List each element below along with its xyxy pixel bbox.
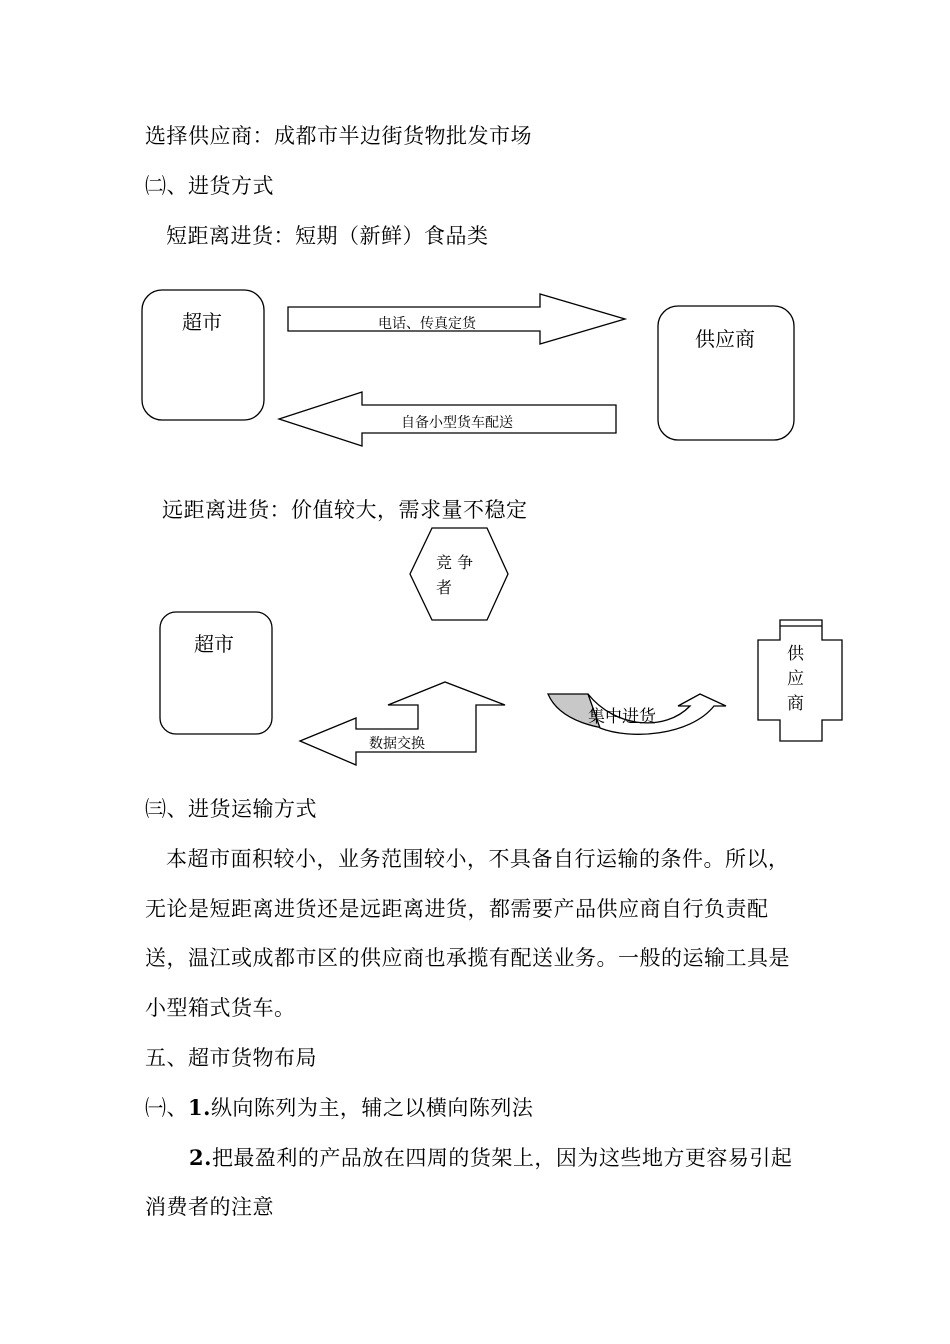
supplier-char-3: 商 [787,694,804,714]
competitor-label-line2: 者 [436,578,453,597]
supplier-char-2: 应 [787,669,804,689]
supplier-label: 供应商 [695,327,755,351]
paragraph-line-2: 无论是短距离进货还是远距离进货，都需要产品供应商自行负责配 [145,897,769,921]
data-exchange-arrow [300,682,505,765]
paragraph-line-1: 本超市面积较小，业务范围较小，不具备自行运输的条件。所以， [166,847,790,871]
paragraph-line-4: 小型箱式货车。 [145,996,296,1020]
supermarket-label-2: 超市 [194,632,234,656]
layout-item-1-text: 纵向陈列为主，辅之以横向陈列法 [210,1096,534,1120]
layout-item-1 [145,1094,533,1122]
supermarket-label: 超市 [182,310,222,334]
delivery-arrow-label: 自备小型货车配送 [401,415,513,431]
layout-item-2-text: 把最盈利的产品放在四周的货架上，因为这些地方更容易引起 [211,1146,793,1170]
layout-item-1-prefix: ㈠、 [145,1096,188,1120]
supplier-choice-line: 选择供应商：成都市半边街货物批发市场 [145,124,532,148]
layout-item-1-number: 1. [188,1095,211,1120]
section-purchase-method: ㈡、进货方式 [145,174,274,198]
layout-item-2-number: 2. [189,1145,212,1170]
data-exchange-label: 数据交换 [369,736,425,752]
section-layout-heading: 五、超市货物布局 [145,1046,317,1070]
short-distance-line: 短距离进货：短期（新鲜）食品类 [166,224,489,248]
competitor-label-line1: 竞 争 [436,553,474,572]
competitor-hexagon [410,528,508,620]
central-purchase-label: 集中进货 [588,707,656,727]
long-distance-line: 远距离进货：价值较大，需求量不稳定 [162,498,528,522]
layout-item-2-continued: 消费者的注意 [145,1195,274,1219]
layout-item-2 [189,1144,792,1172]
paragraph-line-3: 送，温江或成都市区的供应商也承揽有配送业务。一般的运输工具是 [145,946,790,970]
supplier-char-1: 供 [787,644,804,664]
order-arrow-label: 电话、传真定货 [378,316,476,332]
supermarket-box-2 [160,612,272,734]
section-transport-method: ㈢、进货运输方式 [145,797,317,821]
